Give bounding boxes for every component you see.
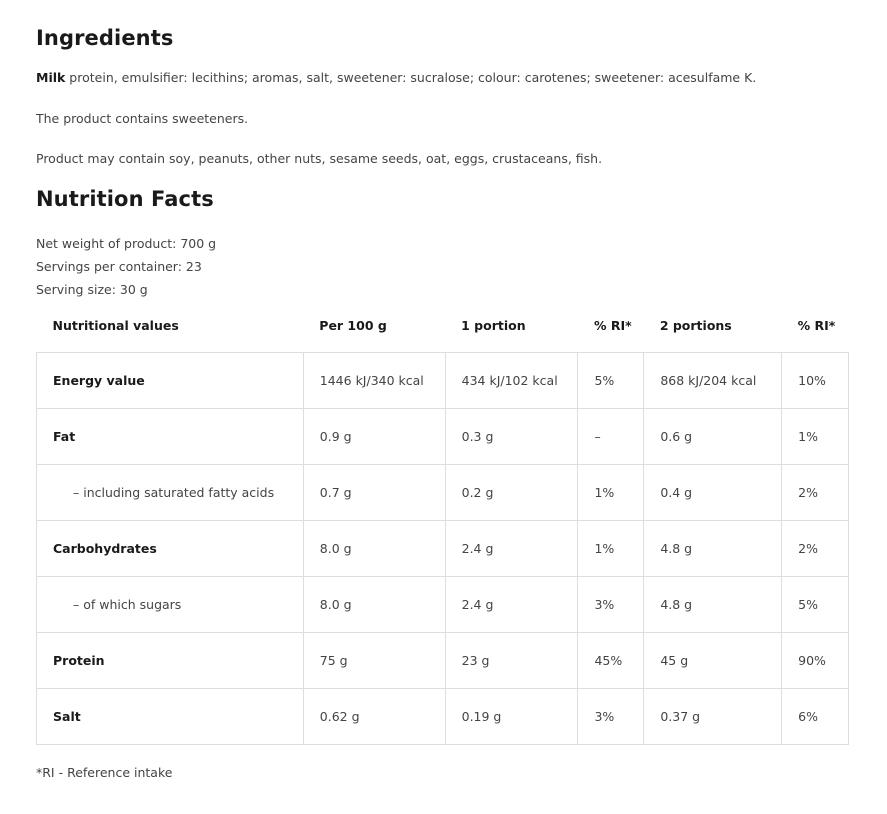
table-row (37, 465, 849, 521)
cell-per-100g: 8.0 g (303, 577, 445, 633)
cell-ri-2: 2% (782, 521, 849, 577)
cell-per-100g: 8.0 g (303, 521, 445, 577)
product-facts (36, 232, 216, 301)
header-1-portion: 1 portion (461, 317, 526, 333)
cell-ri-2: 5% (782, 577, 849, 633)
cell-ri-1: – (578, 409, 644, 465)
nutrition-heading: Nutrition Facts (36, 187, 214, 211)
cell-ri-1: 3% (578, 577, 644, 633)
table-row (37, 633, 849, 689)
cell-per-100g: 75 g (303, 633, 445, 689)
cell-ri-2: 10% (782, 353, 849, 409)
cell-2-portions: 0.37 g (644, 689, 782, 745)
cell-1-portion: 0.2 g (445, 465, 578, 521)
cell-ri-2: 6% (782, 689, 849, 745)
cell-1-portion: 434 kJ/102 kcal (445, 353, 578, 409)
cell-1-portion: 2.4 g (445, 577, 578, 633)
servings-per-container: Servings per container: 23 (36, 259, 202, 274)
cell-per-100g: 0.7 g (303, 465, 445, 521)
ri-footnote: *RI - Reference intake (36, 765, 173, 780)
table-row (37, 521, 849, 577)
ingredients-bold-word: Milk (36, 70, 66, 85)
sweeteners-note: The product contains sweeteners. (36, 111, 249, 126)
row-name: Energy value (37, 353, 304, 409)
cell-2-portions: 45 g (644, 633, 782, 689)
cell-ri-2: 2% (782, 465, 849, 521)
row-name: Carbohydrates (37, 521, 304, 577)
header-2-portions: 2 portions (659, 317, 732, 333)
table-row (37, 577, 849, 633)
cell-1-portion: 2.4 g (445, 521, 578, 577)
row-name: Protein (37, 633, 304, 689)
cell-ri-1: 1% (578, 521, 644, 577)
ingredients-rest: protein, emulsifier: lecithins; aromas, salt, sweetener: sucralose; colour: carotenes; sweetener: acesulfame K. (65, 70, 757, 85)
cell-ri-1: 5% (578, 353, 644, 409)
row-name: Fat (37, 409, 304, 465)
cell-per-100g: 0.62 g (303, 689, 445, 745)
table-row (37, 353, 849, 409)
cell-1-portion: 23 g (445, 633, 578, 689)
cell-2-portions: 4.8 g (644, 577, 782, 633)
row-name: Salt (37, 689, 304, 745)
table-header-row (37, 298, 849, 353)
header-nutritional-values: Nutritional values (52, 317, 179, 333)
serving-size: Serving size: 30 g (36, 282, 148, 297)
cell-ri-1: 45% (578, 633, 644, 689)
nutrition-table (36, 298, 849, 745)
table-row (37, 409, 849, 465)
cell-per-100g: 0.9 g (303, 409, 445, 465)
cell-ri-2: 90% (782, 633, 849, 689)
cell-ri-1: 3% (578, 689, 644, 745)
header-per-100g: Per 100 g (319, 317, 387, 333)
cell-1-portion: 0.19 g (445, 689, 578, 745)
header-ri-2: % RI* (797, 317, 836, 333)
cell-ri-2: 1% (782, 409, 849, 465)
allergen-note: Product may contain soy, peanuts, other nuts, sesame seeds, oat, eggs, crustaceans, fish. (36, 151, 603, 166)
cell-2-portions: 4.8 g (644, 521, 782, 577)
cell-per-100g: 1446 kJ/340 kcal (303, 353, 445, 409)
cell-2-portions: 0.6 g (644, 409, 782, 465)
ingredients-list (36, 70, 756, 85)
table-row (37, 689, 849, 745)
row-name: – including saturated fatty acids (37, 465, 304, 521)
header-ri-1: % RI* (593, 317, 632, 333)
cell-2-portions: 0.4 g (644, 465, 782, 521)
ingredients-heading: Ingredients (36, 26, 174, 50)
cell-1-portion: 0.3 g (445, 409, 578, 465)
row-name: – of which sugars (37, 577, 304, 633)
net-weight: Net weight of product: 700 g (36, 236, 217, 251)
cell-2-portions: 868 kJ/204 kcal (644, 353, 782, 409)
cell-ri-1: 1% (578, 465, 644, 521)
